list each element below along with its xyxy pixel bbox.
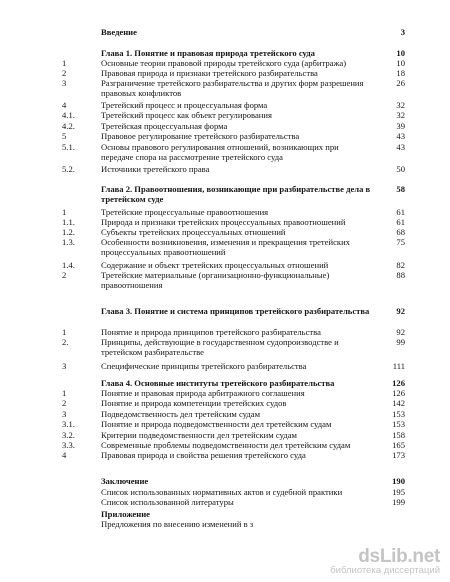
toc-entry-title: Разграничение третейского разбирательства и других форм разрешения правовых конфликтов — [101, 78, 364, 98]
toc-entry-number: 5.1. — [62, 142, 75, 152]
toc-entry-title: Третейский процесс и процессуальная форма — [101, 100, 268, 110]
toc-entry-title: Предложения по внесению изменений в з — [101, 519, 254, 529]
toc-entry-number: 3.3. — [62, 440, 75, 450]
toc-entry-title: Критерии подведомственности дел третейским судам — [101, 430, 297, 440]
toc-entry-title: Приложение — [101, 509, 150, 519]
toc-entry-page: 61 — [396, 217, 405, 227]
toc-entry-page: 111 — [392, 361, 405, 371]
toc-entry-number: 1.4. — [62, 260, 75, 270]
toc-entry-page: 158 — [392, 430, 405, 440]
toc-entry-page: 82 — [396, 260, 405, 270]
toc-entry-page: 43 — [396, 131, 405, 141]
toc-entry-title: Список использованной литературы — [101, 497, 234, 507]
toc-entry-title: Третейская процессуальная форма — [101, 121, 228, 131]
toc-entry-title: Третейские материальные (организационно-функциональные) правоотношения — [101, 270, 330, 290]
toc-entry-page: 153 — [392, 419, 405, 429]
toc-entry-page: 75 — [396, 237, 405, 247]
toc-entry-number: 3 — [62, 409, 67, 419]
toc-entry-number: 5.2. — [62, 164, 75, 174]
toc-entry-title: Современные проблемы подведомственности дел третейским судам — [101, 440, 351, 450]
toc-entry-number: 1.2. — [62, 227, 75, 237]
toc-entry-page: 50 — [396, 164, 405, 174]
toc-entry-title: Источники третейского права — [101, 164, 210, 174]
toc-entry-page: 165 — [392, 440, 405, 450]
toc-entry-number: 4.2. — [62, 121, 75, 131]
toc-entry-title: Природа и признаки третейских процессуальных правоотношений — [101, 217, 346, 227]
toc-entry-title: Глава 1. Понятие и правовая природа третейского суда — [101, 48, 315, 58]
watermark — [305, 546, 440, 576]
toc-entry-title: Подведомственность дел третейским судам — [101, 409, 261, 419]
toc-entry-page: 173 — [392, 450, 405, 460]
watermark-logo: dsLib.net — [358, 546, 440, 567]
toc-entry-page: 26 — [396, 78, 405, 88]
toc-entry-number: 1 — [62, 58, 67, 68]
toc-entry-title: Правовая природа и признаки третейского разбирательства — [101, 68, 318, 78]
toc-entry-title: Заключение — [101, 476, 149, 486]
toc-entry-title: Глава 4. Основные институты третейского разбирательства — [101, 378, 335, 388]
toc-entry-title: Глава 3. Понятие и система принципов третейского разбирательства — [101, 306, 370, 316]
toc-entry-page: 32 — [396, 100, 405, 110]
toc-entry-number: 1.3. — [62, 237, 75, 247]
toc-entry-page: 190 — [392, 476, 405, 486]
toc-entry-title: Понятие и правовая природа арбитражного соглашения — [101, 388, 305, 398]
toc-entry-page: 61 — [396, 207, 405, 217]
toc-entry-number: 1 — [62, 207, 67, 217]
toc-entry-page: 10 — [396, 58, 405, 68]
toc-entry-page: 142 — [392, 398, 405, 408]
toc-entry-title: Принципы, действующие в государственном судопроизводстве и третейском разбирательстве — [101, 337, 339, 357]
toc-entry-title: Введение — [101, 27, 137, 37]
toc-entry-title: Основы правового регулирования отношений, возникающих при передаче спора на рассмотрение третейского суда — [101, 142, 339, 162]
toc-entry-page: 39 — [396, 121, 405, 131]
toc-entry-page: 68 — [396, 227, 405, 237]
toc-entry-title: Список использованных нормативных актов и судебной практики — [101, 487, 343, 497]
toc-entry-title: Понятие и природа компетенции третейских судов — [101, 398, 287, 408]
toc-entry-title: Специфические принципы третейского разбирательства — [101, 361, 307, 371]
toc-entry-title: Понятие и природа подведомственности дел третейским судам — [101, 419, 332, 429]
toc-entry-title: Субъекты третейских процессуальных отношений — [101, 227, 286, 237]
toc-entry-title: Правовое регулирование третейского разбирательства — [101, 131, 300, 141]
toc-entry-number: 4.1. — [62, 110, 75, 120]
toc-entry-number: 3.1. — [62, 419, 75, 429]
toc-entry-page: 10 — [396, 48, 405, 58]
toc-entry-page: 88 — [396, 270, 405, 280]
toc-entry-number: 1 — [62, 327, 67, 337]
toc-entry-number: 4 — [62, 100, 67, 110]
toc-entry-number: 3.2. — [62, 430, 75, 440]
toc-entry-page: 199 — [392, 497, 405, 507]
watermark-subtitle: библиотека диссертаций — [330, 565, 440, 576]
toc-entry-page: 92 — [396, 327, 405, 337]
toc-entry-page: 126 — [392, 378, 405, 388]
toc-entry-title: Особенности возникновения, изменения и прекращения третейских процессуальных правоотношений — [101, 237, 350, 257]
toc-entry-number: 3 — [62, 361, 67, 371]
toc-entry-number: 2. — [62, 337, 69, 347]
toc-entry-page: 126 — [392, 388, 405, 398]
toc-entry-title: Третейские процессуальные правоотношения — [101, 207, 269, 217]
toc-entry-page: 18 — [396, 68, 405, 78]
toc-entry-page: 99 — [396, 337, 405, 347]
toc-entry-title: Правовая природа и свойства решения третейского суда — [101, 450, 306, 460]
toc-entry-number: 2 — [62, 68, 67, 78]
toc-entry-title: Третейский процесс как объект регулирования — [101, 110, 272, 120]
toc-entry-title: Основные теории правовой природы третейского суда (арбитража) — [101, 58, 347, 68]
toc-entry-page: 195 — [392, 487, 405, 497]
toc-entry-page: 153 — [392, 409, 405, 419]
toc-entry-number: 4 — [62, 450, 67, 460]
toc-entry-number: 1.1. — [62, 217, 75, 227]
toc-entry-page: 3 — [400, 27, 405, 37]
toc-entry-page: 43 — [396, 142, 405, 152]
toc-entry-title: Содержание и объект третейских процессуальных отношений — [101, 260, 329, 270]
toc-entry-page: 32 — [396, 110, 405, 120]
toc-entry-title: Глава 2. Правоотношения, возникающие при разбирательстве дела в третейском суде — [101, 184, 371, 204]
toc-entry-number: 1 — [62, 388, 67, 398]
toc-entry-number: 5 — [62, 131, 67, 141]
toc-entry-number: 2 — [62, 398, 67, 408]
toc-entry-page: 58 — [396, 184, 405, 194]
toc-entry-title: Понятие и природа принципов третейского разбирательства — [101, 327, 321, 337]
toc-entry-number: 2 — [62, 270, 67, 280]
toc-entry-page: 92 — [396, 306, 405, 316]
toc-entry-number: 3 — [62, 78, 67, 88]
